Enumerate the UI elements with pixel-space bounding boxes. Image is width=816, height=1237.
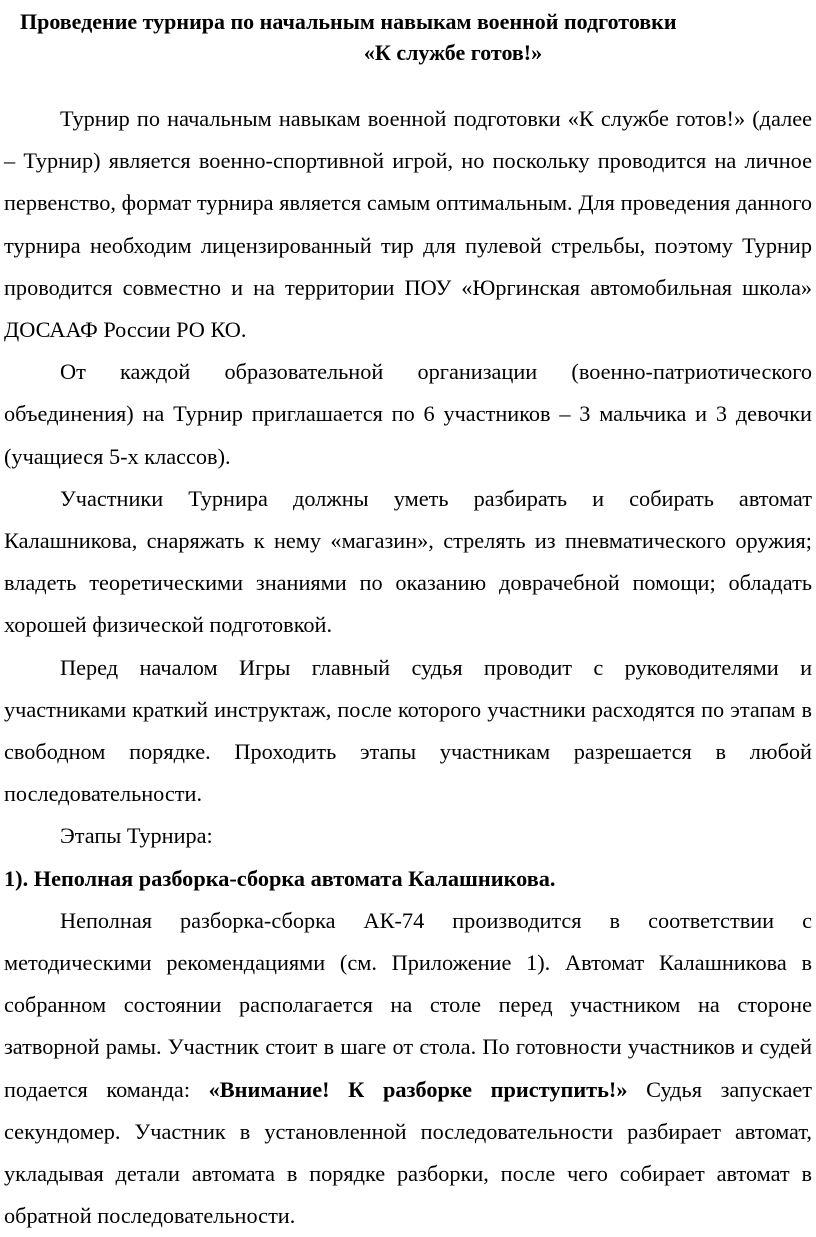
document-title [4, 6, 812, 68]
paragraph-participants: От каждой образовательной организации (военно-патриотического объединения) на Турнир приглашается по 6 участников – 3 мальчика и 3 девочки (учащиеся 5-х классов). [4, 359, 812, 469]
paragraph-briefing: Перед началом Игры главный судья проводит с руководителями и участниками краткий инструктаж, после которого участники расходятся по этапам в свободном порядке. Проходить этапы участникам разрешается в любой последовательности. [4, 654, 812, 807]
title-line-1: Проведение турнира по начальным навыкам военной подготовки [20, 9, 677, 34]
paragraph-stage-1 [4, 900, 812, 1237]
paragraph-stages-intro: Этапы Турнира: [60, 823, 213, 849]
stage-1-heading: 1). Неполная разборка-сборка автомата Калашникова. [4, 865, 556, 891]
document-body [4, 98, 812, 1237]
stage-1-text-part2: Судья запускает секундомер. Участник в установленной последовательности разбирает автомат, укладывая детали автомата в порядке разборки, после чего собирает автомат в обратной последовательности. [4, 1076, 812, 1229]
stage-1-command: «Внимание! К разборке приступить!» [208, 1076, 628, 1102]
title-line-2: «К службе готов!» [363, 40, 543, 65]
paragraph-intro: Турнир по начальным навыкам военной подготовки «К службе готов!» (далее – Турнир) является военно-спортивной игрой, но поскольку проводится на личное первенство, формат турнира является самым оптимальным. Для проведения данного турнира необходим лицензированный тир для пулевой стрельбы, поэтому Турнир проводится совместно и на территории ПОУ «Юргинская автомобильная школа» ДОСААФ России РО КО. [4, 106, 812, 343]
paragraph-skills: Участники Турнира должны уметь разбирать и собирать автомат Калашникова, снаряжать к нему «магазин», стрелять из пневматического оружия; владеть теоретическими знаниями по оказанию доврачебной помощи; обладать хорошей физической подготовкой. [4, 485, 812, 638]
stage-1-text-part1: Неполная разборка-сборка АК-74 производится в соответствии с методическими рекомендациями (см. Приложение 1). Автомат Калашникова в собранном состоянии располагается на столе перед участником на стороне затворной рамы. Участник стоит в шаге от стола. По готовности участников и судей подается команда: [4, 907, 812, 1102]
